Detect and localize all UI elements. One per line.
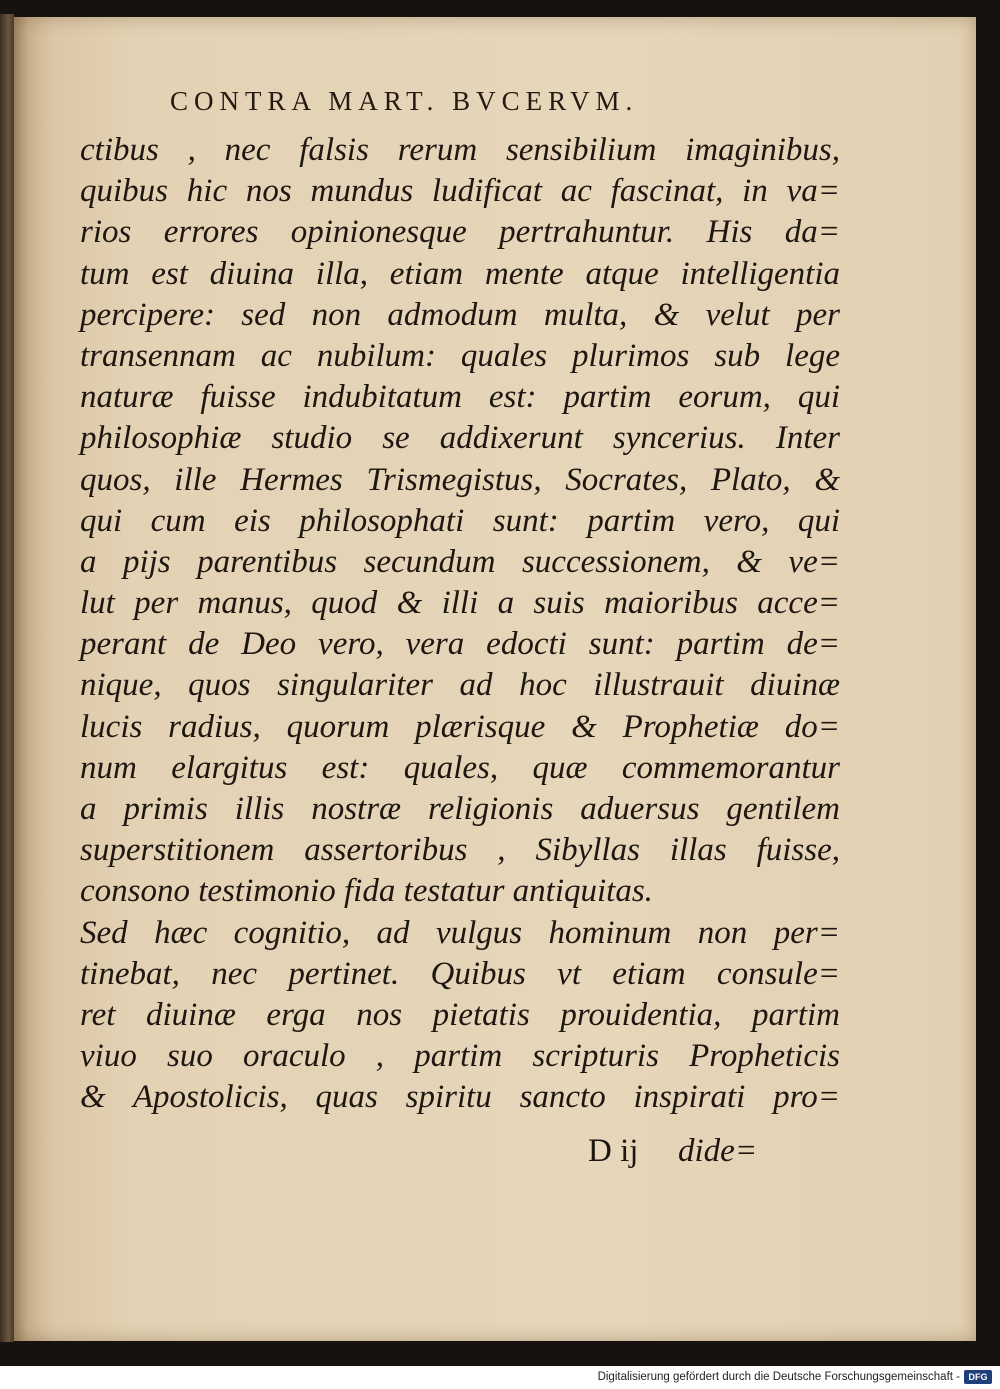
text-line: percipere: sed non admodum multa, & velut per — [80, 296, 840, 333]
text-line: naturæ fuisse indubitatum est: partim eorum, qui — [80, 379, 840, 416]
text-line: lut per manus, quod & illi a suis maioribus acce= — [80, 585, 840, 622]
text-line: nique, quos singulariter ad hoc illustrauit diuinæ — [80, 667, 840, 704]
text-line: quos, ille Hermes Trismegistus, Socrates, Plato, & — [80, 461, 840, 498]
text-line: tum est diuina illa, etiam mente atque intelligentia — [80, 255, 840, 292]
footer-credit: Digitalisierung gefördert durch die Deutsche Forschungsgemeinschaft - — [597, 1371, 960, 1383]
text-line: a primis illis nostræ religionis aduersus gentilem — [80, 791, 840, 827]
book-edge — [0, 14, 14, 1342]
text-line: philosophiæ studio se addixerunt syncerius. Inter — [80, 420, 840, 457]
text-line: ctibus , nec falsis rerum sensibilium imaginibus, — [80, 132, 840, 168]
text-line: viuo suo oraculo , partim scripturis Propheticis — [80, 1038, 840, 1075]
text-line: rios errores opinionesque pertrahuntur. His da= — [80, 214, 840, 251]
text-line: num elargitus est: quales, quæ commemorantur — [80, 749, 840, 786]
text-line: tinebat, nec pertinet. Quibus vt etiam consule= — [80, 955, 840, 992]
text-line: lucis radius, quorum plærisque & Prophetiæ do= — [80, 708, 840, 745]
text-line: ret diuinæ erga nos pietatis prouidentia, partim — [80, 996, 840, 1033]
running-head: CONTRA MART. BVCERVM. — [170, 86, 639, 116]
dfg-logo-icon: DFG — [964, 1370, 992, 1384]
text-line: consono testimonio fida testatur antiquitas. — [80, 873, 653, 910]
body-text — [80, 130, 840, 1119]
text-line: qui cum eis philosophati sunt: partim vero, qui — [80, 502, 840, 539]
text-line: a pijs parentibus secundum successionem, & ve= — [80, 543, 840, 580]
text-line: quibus hic nos mundus ludificat ac fascinat, in va= — [80, 173, 840, 210]
text-line: perant de Deo vero, vera edocti sunt: partim de= — [80, 626, 840, 663]
signature-mark: D ij — [588, 1133, 639, 1169]
text-line: superstitionem assertoribus , Sibyllas illas fuisse, — [80, 832, 840, 869]
signature-catchword-line — [588, 1133, 798, 1170]
catchword: dide= — [678, 1133, 758, 1169]
text-line: & Apostolicis, quas spiritu sancto inspirati pro= — [80, 1079, 840, 1116]
text-line: transennam ac nubilum: quales plurimos sub lege — [80, 337, 840, 374]
text-line: Sed hæc cognitio, ad vulgus hominum non per= — [80, 914, 840, 951]
footer-bar — [0, 1366, 1000, 1389]
